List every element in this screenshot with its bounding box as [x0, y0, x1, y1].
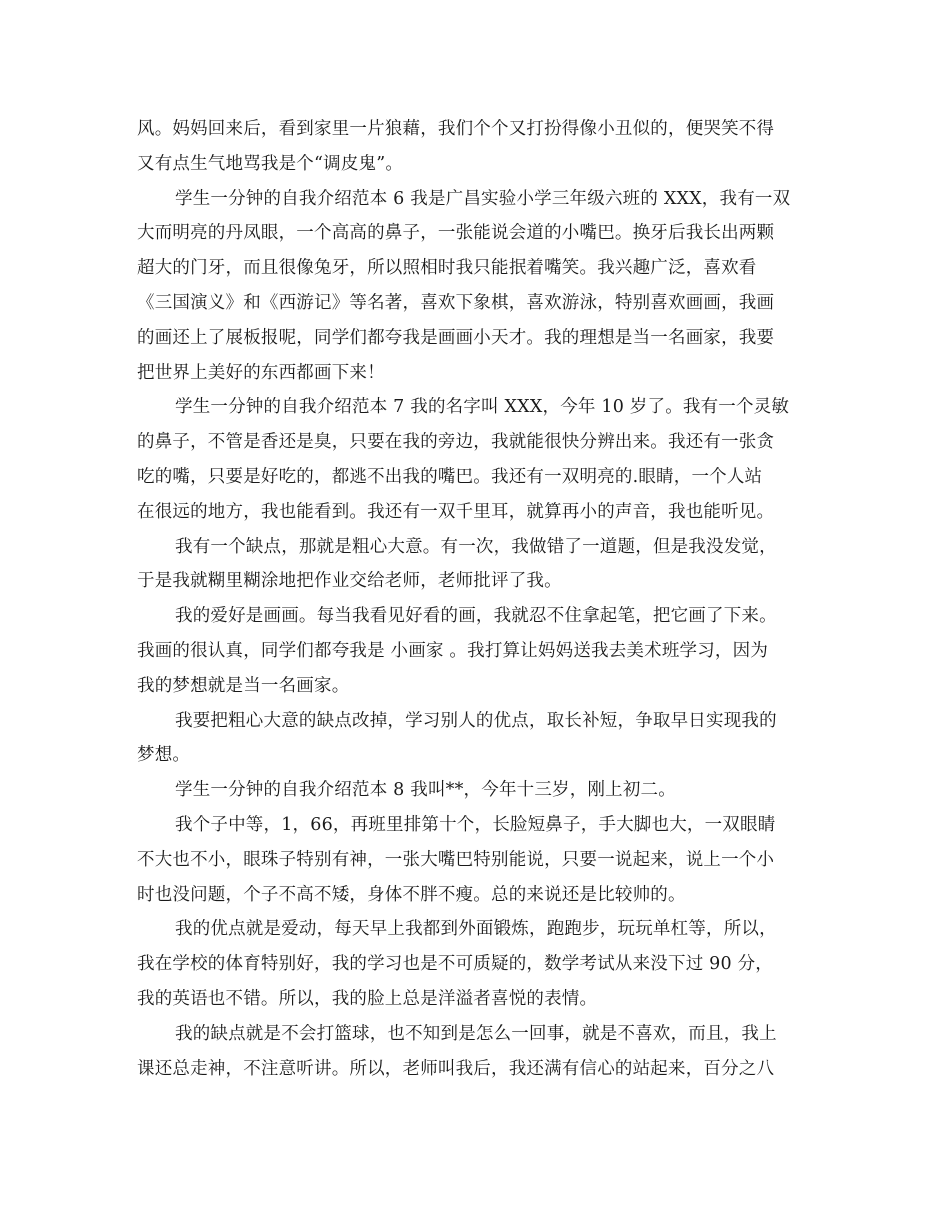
text-line: 我的缺点就是不会打篮球，也不知到是怎么一回事，就是不喜欢，而且，我上 — [175, 1023, 777, 1044]
text-line: 我的梦想就是当一名画家。 — [137, 675, 350, 696]
text-line: 把世界上美好的东西都画下来！ — [137, 362, 385, 383]
text-line: 学生一分钟的自我介绍范本 6 我是广昌实验小学三年级六班的 XXX，我有一双 — [175, 188, 791, 209]
text-line: 课还总走神，不注意听讲。所以，老师叫我后，我还满有信心的站起来，百分之八 — [137, 1058, 775, 1079]
text-line: 梦想。 — [137, 745, 191, 766]
text-line: 我的爱好是画画。每当我看见好看的画，我就忍不住拿起笔，把它画了下来。 — [175, 606, 777, 627]
text-line: 时也没问题，个子不高不矮，身体不胖不瘦。总的来说还是比较帅的。 — [137, 884, 686, 905]
text-line: 又有点生气地骂我是个“调皮鬼”。 — [137, 153, 404, 174]
text-line: 我在学校的体育特别好，我的学习也是不可质疑的，数学考试从来没下过 90 分， — [137, 954, 773, 975]
text-line: 我的优点就是爱动，每天早上我都到外面锻炼，跑跑步，玩玩单杠等，所以， — [175, 919, 777, 940]
text-line: 吃的嘴，只要是好吃的，都逃不出我的嘴巴。我还有一双明亮的.眼睛，一个人站 — [137, 466, 763, 487]
text-line: 大而明亮的丹凤眼，一个高高的鼻子，一张能说会道的小嘴巴。换牙后我长出两颗 — [137, 223, 775, 244]
text-line: 我个子中等，1，66，再班里排第十个，长脸短鼻子，手大脚也大，一双眼睛 — [175, 814, 776, 835]
text-line: 于是我就糊里糊涂地把作业交给老师，老师批评了我。 — [137, 571, 562, 592]
text-line: 学生一分钟的自我介绍范本 8 我叫**，今年十三岁，刚上初二。 — [175, 780, 676, 801]
document-body — [137, 112, 815, 1086]
text-line: 在很远的地方，我也能看到。我还有一双千里耳，就算再小的声音，我也能听见。 — [137, 501, 775, 522]
text-line: 不大也不小，眼珠子特别有神，一张大嘴巴特别能说，只要一说起来，说上一个小 — [137, 849, 775, 870]
text-line: 学生一分钟的自我介绍范本 7 我的名字叫 XXX，今年 10 岁了。我有一个灵敏 — [175, 397, 790, 418]
text-line: 风。妈妈回来后，看到家里一片狼藉，我们个个又打扮得像小丑似的，便哭笑不得 — [137, 119, 775, 139]
text-line: 超大的门牙，而且很像兔牙，所以照相时我只能抿着嘴笑。我兴趣广泛，喜欢看 — [137, 258, 757, 279]
text-line: 的鼻子，不管是香还是臭，只要在我的旁边，我就能很快分辨出来。我还有一张贪 — [137, 432, 775, 453]
text-line: 我有一个缺点，那就是粗心大意。有一次，我做错了一道题，但是我没发觉， — [175, 536, 777, 557]
text-line: 我的英语也不错。所以，我的脸上总是洋溢者喜悦的表情。 — [137, 988, 598, 1009]
text-line: 《三国演义》和《西游记》等名著，喜欢下象棋，喜欢游泳，特别喜欢画画，我画 — [137, 292, 775, 313]
text-line: 我要把粗心大意的缺点改掉，学习别人的优点，取长补短，争取早日实现我的 — [175, 710, 777, 731]
text-line: 的画还上了展板报呢，同学们都夸我是画画小天才。我的理想是当一名画家，我要 — [137, 327, 775, 348]
text-line: 我画的很认真，同学们都夸我是 小画家 。我打算让妈妈送我去美术班学习，因为 — [137, 640, 769, 661]
